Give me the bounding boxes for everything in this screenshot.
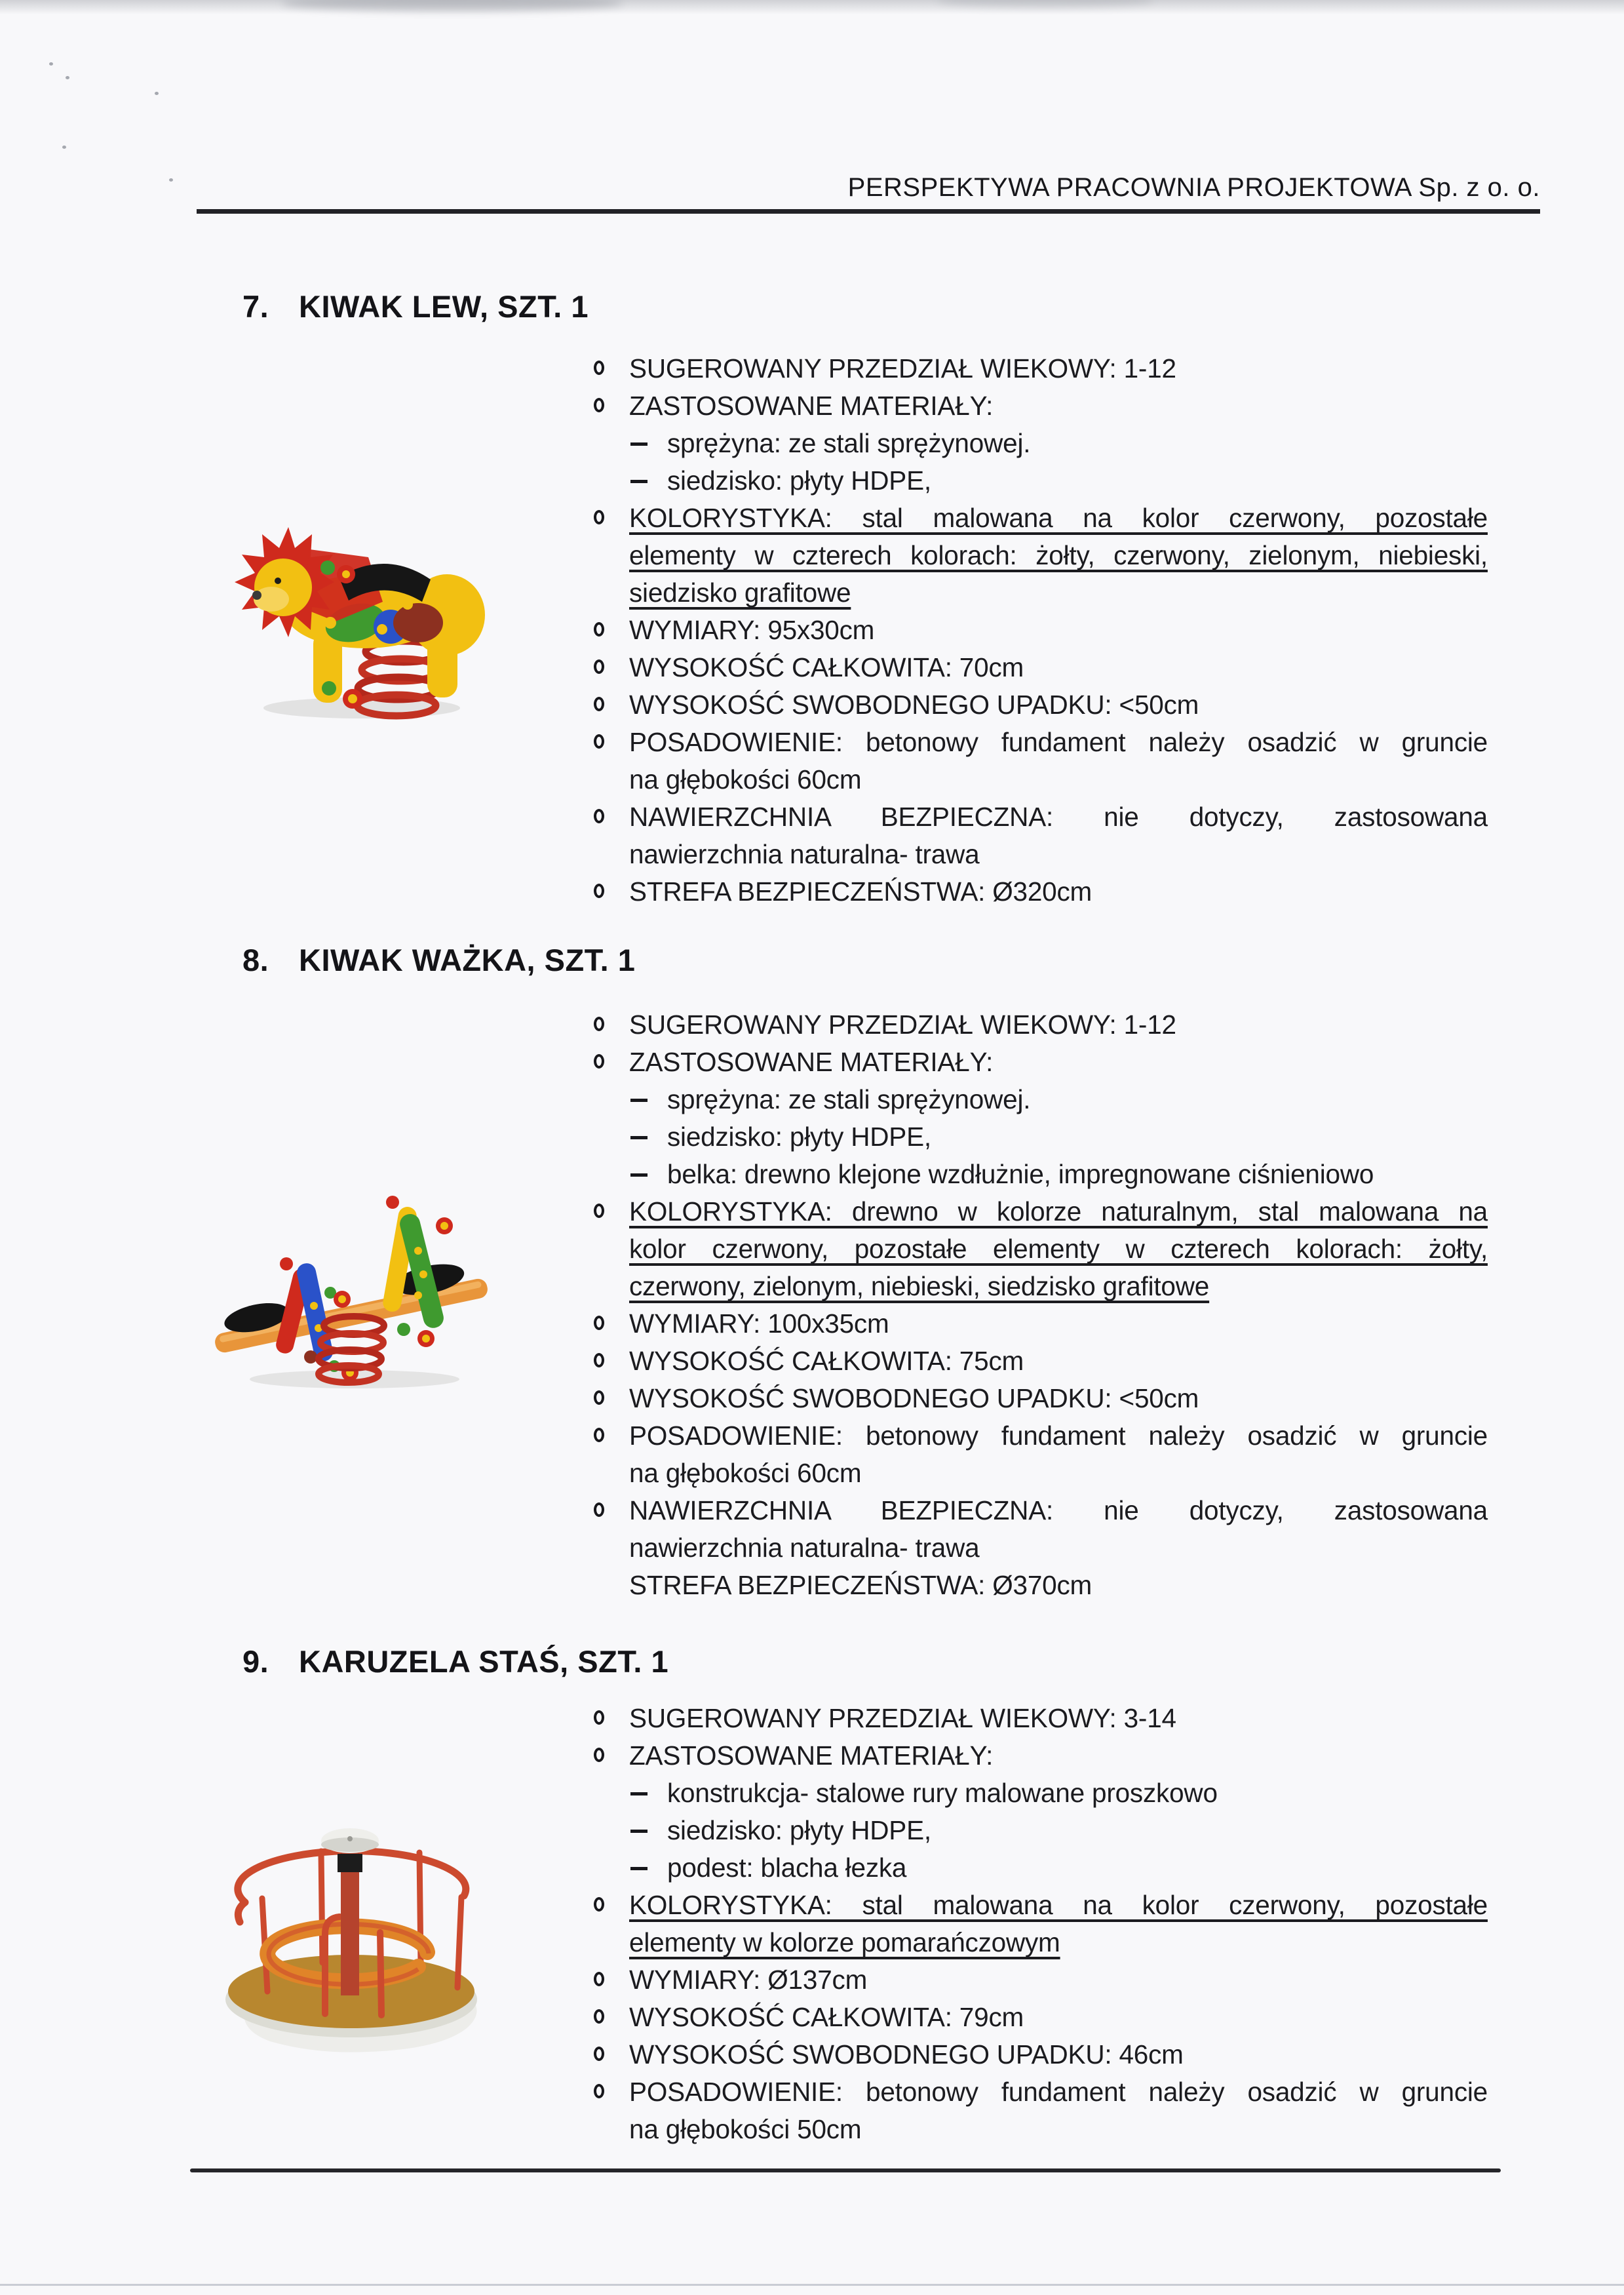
wooden-beam [208, 1255, 489, 1354]
spec-item: ZASTOSOWANE MATERIAŁY: [629, 387, 1488, 425]
spec-item: SUGEROWANY PRZEDZIAŁ WIEKOWY: 3-14 [629, 1700, 1488, 1737]
spec-subitem: sprężyna: ze stali sprężynowej. [629, 425, 1488, 462]
spec-item: SUGEROWANY PRZEDZIAŁ WIEKOWY: 1-12 [629, 1006, 1488, 1044]
section-9-heading [197, 1642, 1540, 1681]
scan-speck [66, 76, 69, 79]
maroon-panel [393, 603, 443, 642]
dash-marker [630, 1830, 648, 1833]
circle-bullet-marker [594, 622, 604, 637]
circle-bullet-marker [594, 697, 604, 711]
footer-rule [190, 2168, 1501, 2172]
eye [275, 578, 281, 584]
circle-bullet-marker [594, 2047, 604, 2061]
circle-bullet-marker [594, 1390, 604, 1405]
spec-item: NAWIERZCHNIA BEZPIECZNA: nie dotyczy, zastosowana nawierzchnia naturalna- trawa [629, 798, 1488, 873]
spec-subitem: siedzisko: płyty HDPE, [629, 1812, 1488, 1849]
spec-item: ZASTOSOWANE MATERIAŁY: [629, 1737, 1488, 1775]
circle-bullet-marker [594, 1748, 604, 1762]
circle-bullet-marker [594, 2084, 604, 2098]
section-title: KIWAK LEW, SZT. 1 [299, 289, 589, 324]
spec-subitem: konstrukcja- stalowe rury malowane proszkowo [629, 1775, 1488, 1812]
spec-item: WYSOKOŚĆ CAŁKOWITA: 79cm [629, 1999, 1488, 2036]
header-rule [197, 209, 1540, 214]
circle-bullet-marker [594, 734, 604, 749]
spec-item: WYMIARY: 95x30cm [629, 612, 1488, 649]
dash-marker [630, 1173, 648, 1177]
circle-bullet-marker [594, 1972, 604, 1986]
circle-bullet-marker [594, 884, 604, 898]
circle-bullet-marker [594, 659, 604, 674]
spec-item: WYMIARY: 100x35cm [629, 1305, 1488, 1343]
section-9-spec-list [629, 1700, 1540, 2148]
spec-subitem: siedzisko: płyty HDPE, [629, 462, 1488, 500]
scan-speck [62, 146, 66, 149]
circle-bullet-marker [594, 510, 604, 524]
spec-item-colors: KOLORYSTYKA: drewno w kolorze naturalnym, stal malowana na kolor czerwony, pozostałe elementy w czterech kolorach: żołty, czerwony, zielonym, niebieski, siedzisko grafitowe [629, 1193, 1488, 1305]
section-7-spec-list [629, 350, 1540, 911]
circle-bullet-marker [594, 1316, 604, 1330]
section-8-heading [197, 941, 1540, 980]
post-collar [338, 1854, 362, 1872]
circle-bullet-marker [594, 1054, 604, 1069]
nose [252, 591, 261, 600]
circle-bullet-marker [594, 1502, 604, 1517]
spec-item: STREFA BEZPIECZEŃSTWA: Ø320cm [629, 873, 1488, 911]
spec-item: POSADOWIENIE: betonowy fundament należy osadzić w gruncie na głębokości 60cm [629, 1417, 1488, 1492]
spec-item: WYSOKOŚĆ CAŁKOWITA: 75cm [629, 1343, 1488, 1380]
scan-speck [49, 62, 53, 66]
spec-item-colors: KOLORYSTYKA: stal malowana na kolor czerwony, pozostałe elementy w kolorze pomarańczowym [629, 1887, 1488, 1961]
circle-bullet-marker [594, 1204, 604, 1218]
spec-item: WYMIARY: Ø137cm [629, 1961, 1488, 1999]
spec-item: POSADOWIENIE: betonowy fundament należy osadzić w gruncie na głębokości 60cm [629, 724, 1488, 798]
spec-subitem: sprężyna: ze stali sprężynowej. [629, 1081, 1488, 1118]
spec-item: SUGEROWANY PRZEDZIAŁ WIEKOWY: 1-12 [629, 350, 1488, 387]
spec-subitem: siedzisko: płyty HDPE, [629, 1118, 1488, 1156]
section-number: 9. [242, 1644, 269, 1679]
circle-bullet-marker [594, 398, 604, 412]
section-number: 8. [242, 943, 269, 977]
spec-subitem: podest: blacha łezka [629, 1849, 1488, 1887]
page-bottom-scan-line [0, 2284, 1624, 2286]
circle-bullet-marker [594, 1017, 604, 1031]
circle-bullet-marker [594, 1353, 604, 1367]
circle-bullet-marker [594, 1428, 604, 1442]
dash-marker [630, 1792, 648, 1795]
circle-bullet-marker [594, 1897, 604, 1912]
dash-marker [630, 442, 648, 446]
section-title: KARUZELA STAŚ, SZT. 1 [299, 1644, 669, 1679]
section-number: 7. [242, 289, 269, 324]
spec-item: WYSOKOŚĆ SWOBODNEGO UPADKU: <50cm [629, 686, 1488, 724]
spec-item: WYSOKOŚĆ CAŁKOWITA: 70cm [629, 649, 1488, 686]
section-title: KIWAK WAŻKA, SZT. 1 [299, 943, 636, 977]
spec-item: WYSOKOŚĆ SWOBODNEGO UPADKU: <50cm [629, 1380, 1488, 1417]
circle-bullet-marker [594, 361, 604, 375]
spec-subitem: belka: drewno klejone wzdłużnie, impregnowane ciśnieniowo [629, 1156, 1488, 1193]
spec-item: NAWIERZCHNIA BEZPIECZNA: nie dotyczy, zastosowana nawierzchnia naturalna- trawa [629, 1492, 1488, 1567]
dash-marker [630, 1867, 648, 1870]
scan-speck [169, 178, 173, 182]
spec-item: POSADOWIENIE: betonowy fundament należy osadzić w gruncie na głębokości 50cm [629, 2073, 1488, 2148]
spec-item: ZASTOSOWANE MATERIAŁY: [629, 1044, 1488, 1081]
dash-marker [630, 480, 648, 483]
spec-item: WYSOKOŚĆ SWOBODNEGO UPADKU: 46cm [629, 2036, 1488, 2073]
section-7-heading [197, 287, 1540, 326]
dash-marker [630, 1136, 648, 1139]
spec-item: STREFA BEZPIECZEŃSTWA: Ø370cm [629, 1570, 1092, 1600]
carousel-illustration [211, 1797, 498, 2053]
scan-speck [155, 92, 159, 95]
section-8-spec-list [629, 1006, 1540, 1604]
circle-bullet-marker [594, 1710, 604, 1725]
lion-spring-rocker-illustration [231, 523, 503, 721]
circle-bullet-marker [594, 2009, 604, 2024]
circle-bullet-marker [594, 809, 604, 823]
seesaw-spring-rocker-illustration [207, 1188, 497, 1392]
company-header: PERSPEKTYWA PRACOWNIA PROJEKTOWA Sp. z o. o. [847, 173, 1540, 202]
dash-marker [630, 1099, 648, 1102]
spec-item-colors: KOLORYSTYKA: stal malowana na kolor czerwony, pozostałe elementy w czterech kolorach: żołty, czerwony, zielonym, niebieski, siedzisko grafitowe [629, 500, 1488, 612]
